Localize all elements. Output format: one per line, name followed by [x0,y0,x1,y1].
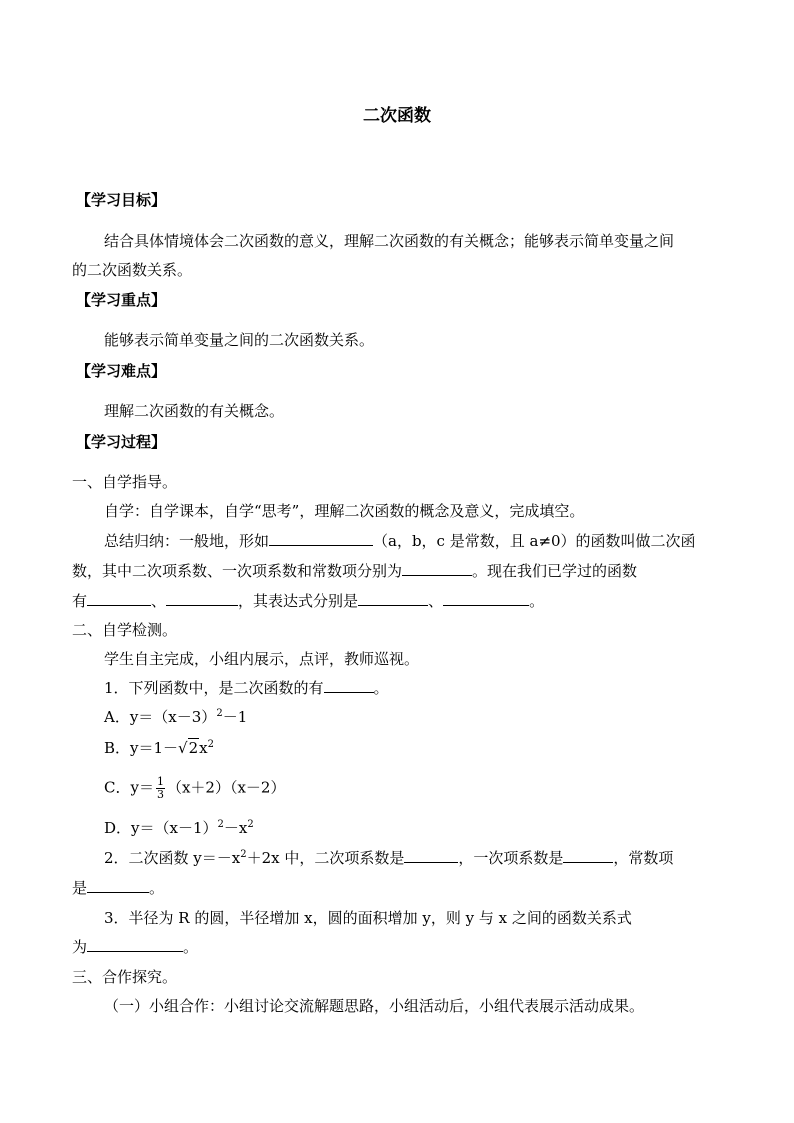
option-a-text: A．y＝（x－3） [104,708,217,726]
summary-text-g: ，其表达式分别是 [238,592,359,610]
fill-blank-q3-relation[interactable] [87,937,183,952]
option-c [104,776,285,801]
fraction-denominator: 3 [156,788,164,801]
option-d-mid: －x [223,819,248,837]
question-3-line1: 3．半径为 R 的圆，半径增加 x，圆的面积增加 y，则 y 与 x 之间的函数关系式 [104,909,632,927]
fill-blank-general-form[interactable] [269,531,373,546]
option-a-tail: －1 [222,708,248,726]
fill-blank-expression-1[interactable] [358,591,428,606]
option-b [104,738,214,758]
question-2-text-c: ，一次项系数是 [458,849,564,867]
summary-text-a: 总结归纳：一般地，形如 [104,532,270,550]
question-2-text-a: 2．二次函数 y＝－x [104,849,241,867]
heading-learning-goals: 【学习目标】 [76,191,167,209]
heading-learning-process: 【学习过程】 [76,433,167,451]
summary-text-e: 有 [72,592,88,610]
question-2-line2 [72,878,164,898]
question-2-text-d: ，常数项 [613,849,674,867]
section-3-heading: 三、合作探究。 [72,968,178,986]
option-a [104,707,247,727]
fill-blank-function-1[interactable] [87,591,151,606]
question-2-text-e: 是 [72,879,88,897]
section-3-group-work: （一）小组合作：小组讨论交流解题思路，小组活动后，小组代表展示活动成果。 [104,997,645,1015]
option-d-exponent-2: 2 [247,819,254,830]
heading-key-points: 【学习重点】 [76,291,167,309]
summary-text-d: 。现在我们已学过的函数 [472,562,638,580]
question-2-line1 [104,848,673,868]
section-2-instruction: 学生自主完成，小组内展示，点评，教师巡视。 [104,650,420,668]
section-2-heading: 二、自学检测。 [72,621,178,639]
question-2-text-f: 。 [149,879,165,897]
question-1-text: 1．下列函数中，是二次函数的有 [104,679,324,697]
page-title: 二次函数 [363,106,431,126]
fill-blank-linear-coefficient[interactable] [563,848,613,863]
option-c-tail: （x＋2）（x－2） [166,778,286,797]
summary-line3 [72,591,544,611]
summary-line2 [72,561,637,581]
difficulties-text: 理解二次函数的有关概念。 [104,402,285,420]
option-b-exponent: 2 [207,739,214,750]
option-c-text: C．y＝ [104,778,154,797]
question-2-exponent: 2 [240,849,247,860]
summary-text-b: （a，b，c 是常数，且 a≠0）的函数叫做二次函 [373,532,696,550]
fill-blank-coefficients[interactable] [402,561,472,576]
fraction-one-third [156,776,165,801]
option-a-exponent: 2 [216,708,223,719]
fill-blank-function-2[interactable] [166,591,238,606]
summary-text-c: 数，其中二次项系数、一次项系数和常数项分别为 [72,562,403,580]
summary-text-f: 、 [151,592,167,610]
fraction-numerator: 1 [156,775,164,788]
option-b-text: B．y＝1－ [104,739,179,757]
fill-blank-quadratic-coefficient[interactable] [404,848,458,863]
summary-text-i: 。 [529,592,545,610]
question-3-text: 为 [72,938,88,956]
section-1-heading: 一、自学指导。 [72,473,178,491]
option-d-exponent-1: 2 [217,819,224,830]
question-3-line2 [72,937,198,957]
key-points-text: 能够表示简单变量之间的二次函数关系。 [104,331,375,349]
sqrt-symbol: √ [178,739,188,757]
summary-text-h: 、 [428,592,444,610]
section-1-instruction: 自学：自学课本，自学“思考”，理解二次函数的概念及意义，完成填空。 [104,502,585,520]
question-1-end: 。 [373,679,389,697]
option-d [104,818,254,838]
option-b-var: x [199,739,208,757]
summary-line1 [104,531,696,551]
question-1 [104,678,389,698]
question-2-text-b: ＋2x 中，二次项系数是 [246,849,405,867]
option-b-radicand: 2 [188,739,199,757]
option-d-text: D．y＝（x－1） [104,819,218,837]
heading-difficulties: 【学习难点】 [76,362,167,380]
goal-paragraph-line1: 结合具体情境体会二次函数的意义，理解二次函数的有关概念；能够表示简单变量之间 [104,232,675,250]
fill-blank-q1[interactable] [324,678,374,693]
question-3-end: 。 [183,938,199,956]
fill-blank-constant-term[interactable] [87,878,149,893]
goal-paragraph-line2: 的二次函数关系。 [72,261,193,279]
fill-blank-expression-2[interactable] [443,591,529,606]
